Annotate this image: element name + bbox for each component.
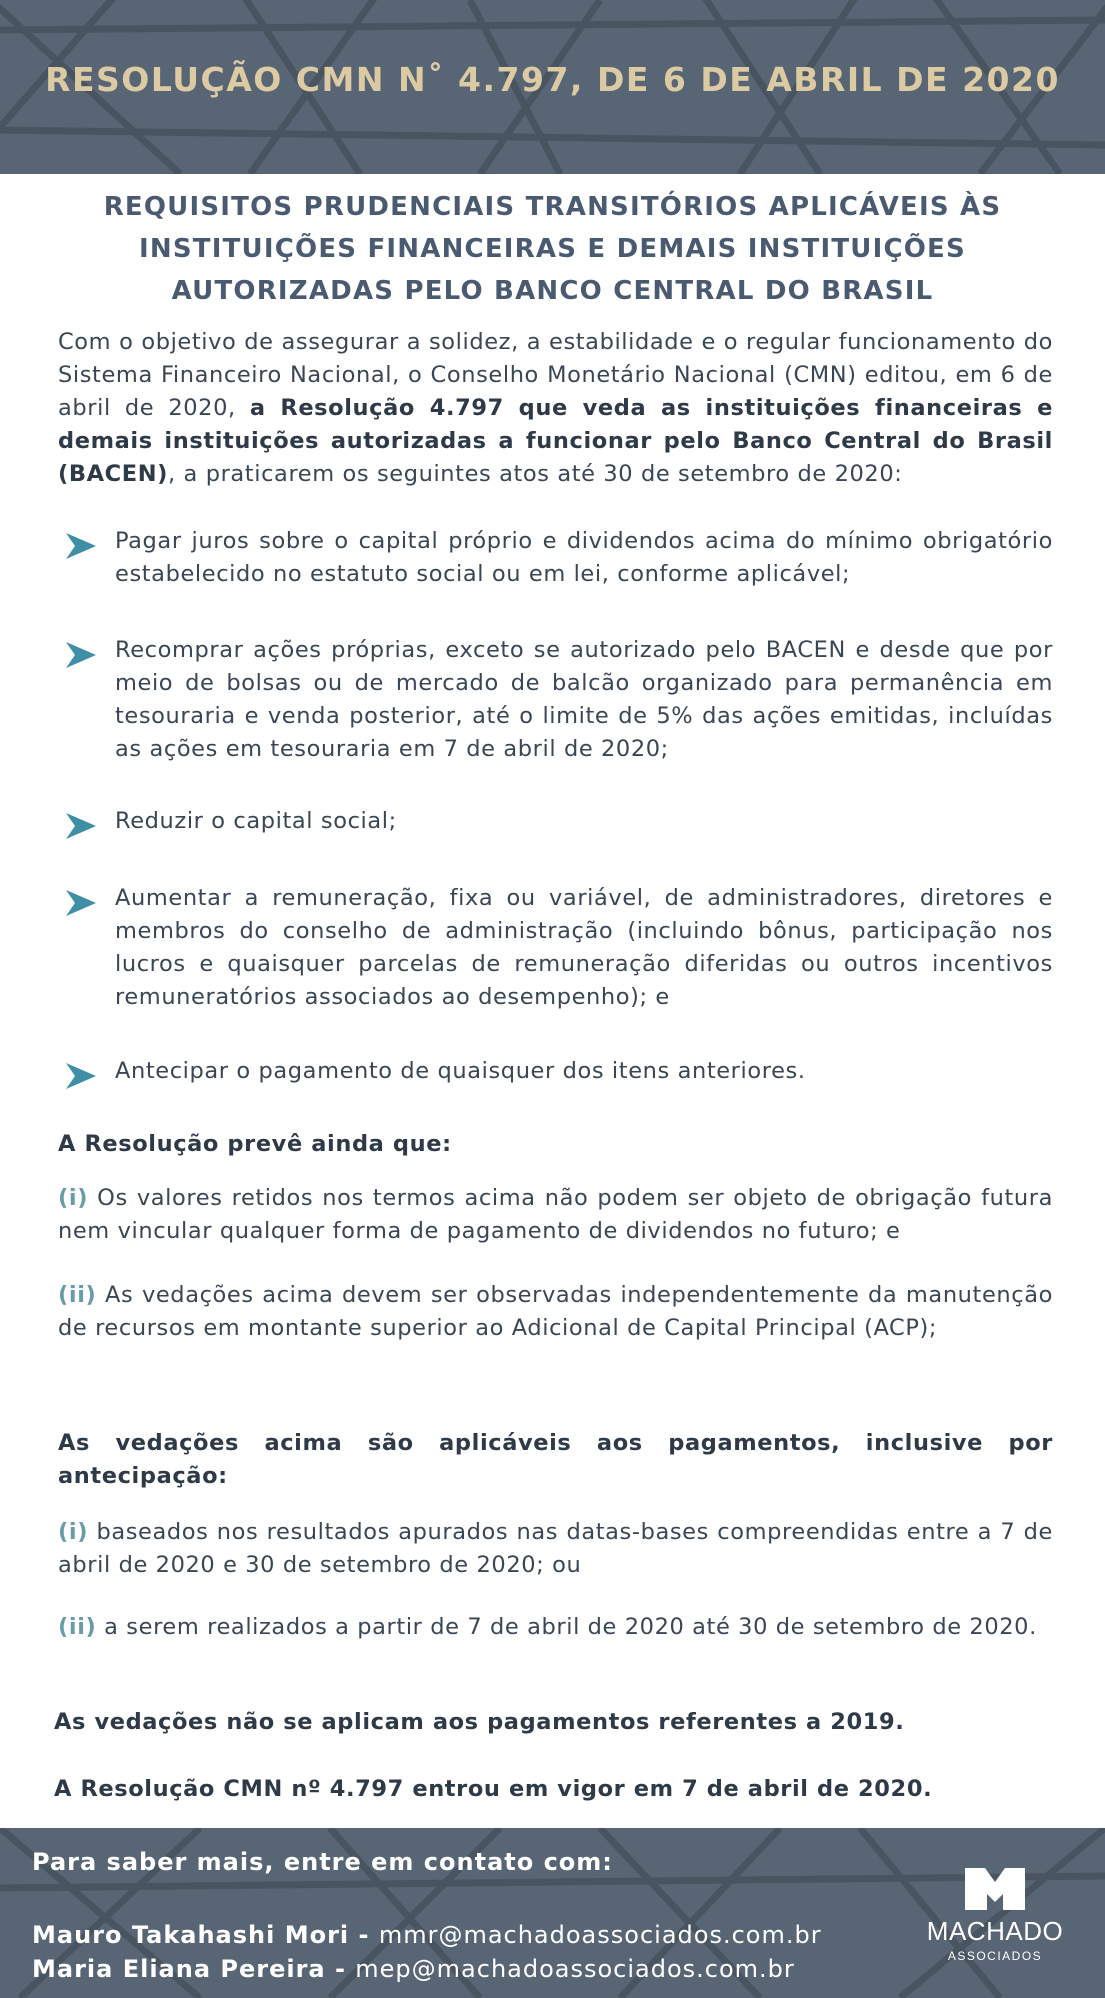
subtitle-line: REQUISITOS PRUDENCIAIS TRANSITÓRIOS APLICÁVEIS ÀS [103, 192, 1002, 222]
provision-item [58, 1182, 1053, 1248]
machado-m-logo-icon [965, 1868, 1025, 1910]
chevron-arrow-icon [64, 811, 98, 841]
logo-name: MACHADO [926, 1916, 1064, 1946]
contact-name: Mauro Takahashi Mori [32, 1921, 350, 1949]
item-text: Os valores retidos nos termos acima não podem ser objeto de obrigação futura nem vincular qualquer forma de pagamento de dividendos no futuro; e [58, 1185, 1053, 1244]
contact-separator: - [325, 1955, 356, 1983]
footer-banner [0, 1828, 1105, 1998]
section-heading: As vedações acima são aplicáveis aos pagamentos, inclusive por antecipação: [58, 1430, 1053, 1489]
contact-name: Maria Eliana Pereira [32, 1955, 326, 1983]
list-item-text: Aumentar a remuneração, fixa ou variável, de administradores, diretores e membros do conselho de administração (incluindo bônus, participação nos lucros e quaisquer parcelas de remuneração diferidas ou outros incentivos remuneratórios associados ao desempenho); e [115, 885, 1053, 1010]
subtitle-line: AUTORIZADAS PELO BANCO CENTRAL DO BRASIL [171, 276, 934, 306]
header-banner [0, 0, 1105, 174]
list-item [58, 1055, 1053, 1088]
machado-logo [925, 1868, 1065, 1963]
list-item [58, 634, 1053, 766]
provision-item [58, 1611, 1053, 1644]
chevron-arrow-icon [64, 1061, 98, 1091]
item-marker: (ii) [58, 1282, 97, 1308]
document-title: RESOLUÇÃO CMN N˚ 4.797, DE 6 DE ABRIL DE 2020 [45, 60, 1060, 99]
chevron-arrow-icon [64, 888, 98, 918]
provision-item [58, 1279, 1053, 1345]
contact-email[interactable]: mmr@machadoassociados.com.br [378, 1921, 822, 1949]
effective-date-note: A Resolução CMN nº 4.797 entrou em vigor em 7 de abril de 2020. [54, 1776, 933, 1802]
chevron-arrow-icon [64, 531, 98, 561]
item-marker: (ii) [58, 1614, 97, 1640]
list-item-text: Pagar juros sobre o capital próprio e dividendos acima do mínimo obrigatório estabelecido no estatuto social ou em lei, conforme aplicável; [115, 528, 1053, 587]
intro-bold-text: a Resolução 4.797 que veda as instituições financeiras e demais instituições autorizadas a funcionar pelo Banco Central do Brasil (BACEN) [58, 395, 1053, 487]
list-item-text: Recomprar ações próprias, exceto se autorizado pelo BACEN e desde que por meio de bolsas ou de mercado de balcão organizado para permanência em tesouraria e venda posterior, até o limite de 5% das ações emitidas, incluídas as ações em tesouraria em 7 de abril de 2020; [115, 637, 1053, 762]
item-text: As vedações acima devem ser observadas independentemente da manutenção de recursos em montante superior ao Adicional de Capital Principal (ACP); [58, 1282, 1053, 1341]
subtitle-line: INSTITUIÇÕES FINANCEIRAS E DEMAIS INSTITUIÇÕES [139, 234, 966, 264]
list-item [58, 882, 1053, 1014]
contact-separator: - [349, 1921, 379, 1949]
item-text: a serem realizados a partir de 7 de abril de 2020 até 30 de setembro de 2020. [96, 1614, 1037, 1640]
list-item [58, 525, 1053, 591]
item-marker: (i) [58, 1519, 89, 1545]
intro-paragraph [58, 326, 1053, 491]
item-text: baseados nos resultados apurados nas datas-bases compreendidas entre a 7 de abril de 2020 e 30 de setembro de 2020; ou [58, 1519, 1053, 1578]
contact-line [32, 1921, 822, 1949]
list-item-text: Antecipar o pagamento de quaisquer dos itens anteriores. [115, 1058, 806, 1084]
intro-text: Com o objetivo de assegurar a solidez, a estabilidade e o regular funcionamento do Sistema Financeiro Nacional, o Conselho Monetário Nacional (CMN) editou, em 6 de abril de 2020, [58, 329, 1053, 421]
contact-email[interactable]: mep@machadoassociados.com.br [355, 1955, 795, 1983]
chevron-arrow-icon [64, 640, 98, 670]
item-marker: (i) [58, 1185, 89, 1211]
list-item [58, 805, 1053, 838]
contact-line [32, 1955, 795, 1983]
list-item-text: Reduzir o capital social; [115, 808, 397, 834]
contact-cta: Para saber mais, entre em contato com: [32, 1848, 613, 1876]
intro-text-end: , a praticarem os seguintes atos até 30 de setembro de 2020: [168, 461, 903, 487]
closing-note: As vedações não se aplicam aos pagamentos referentes a 2019. [54, 1709, 905, 1735]
section-heading: A Resolução prevê ainda que: [58, 1131, 452, 1157]
document-subtitle [60, 186, 1045, 312]
provision-item [58, 1516, 1053, 1582]
logo-subtitle: ASSOCIADOS [947, 1949, 1043, 1963]
